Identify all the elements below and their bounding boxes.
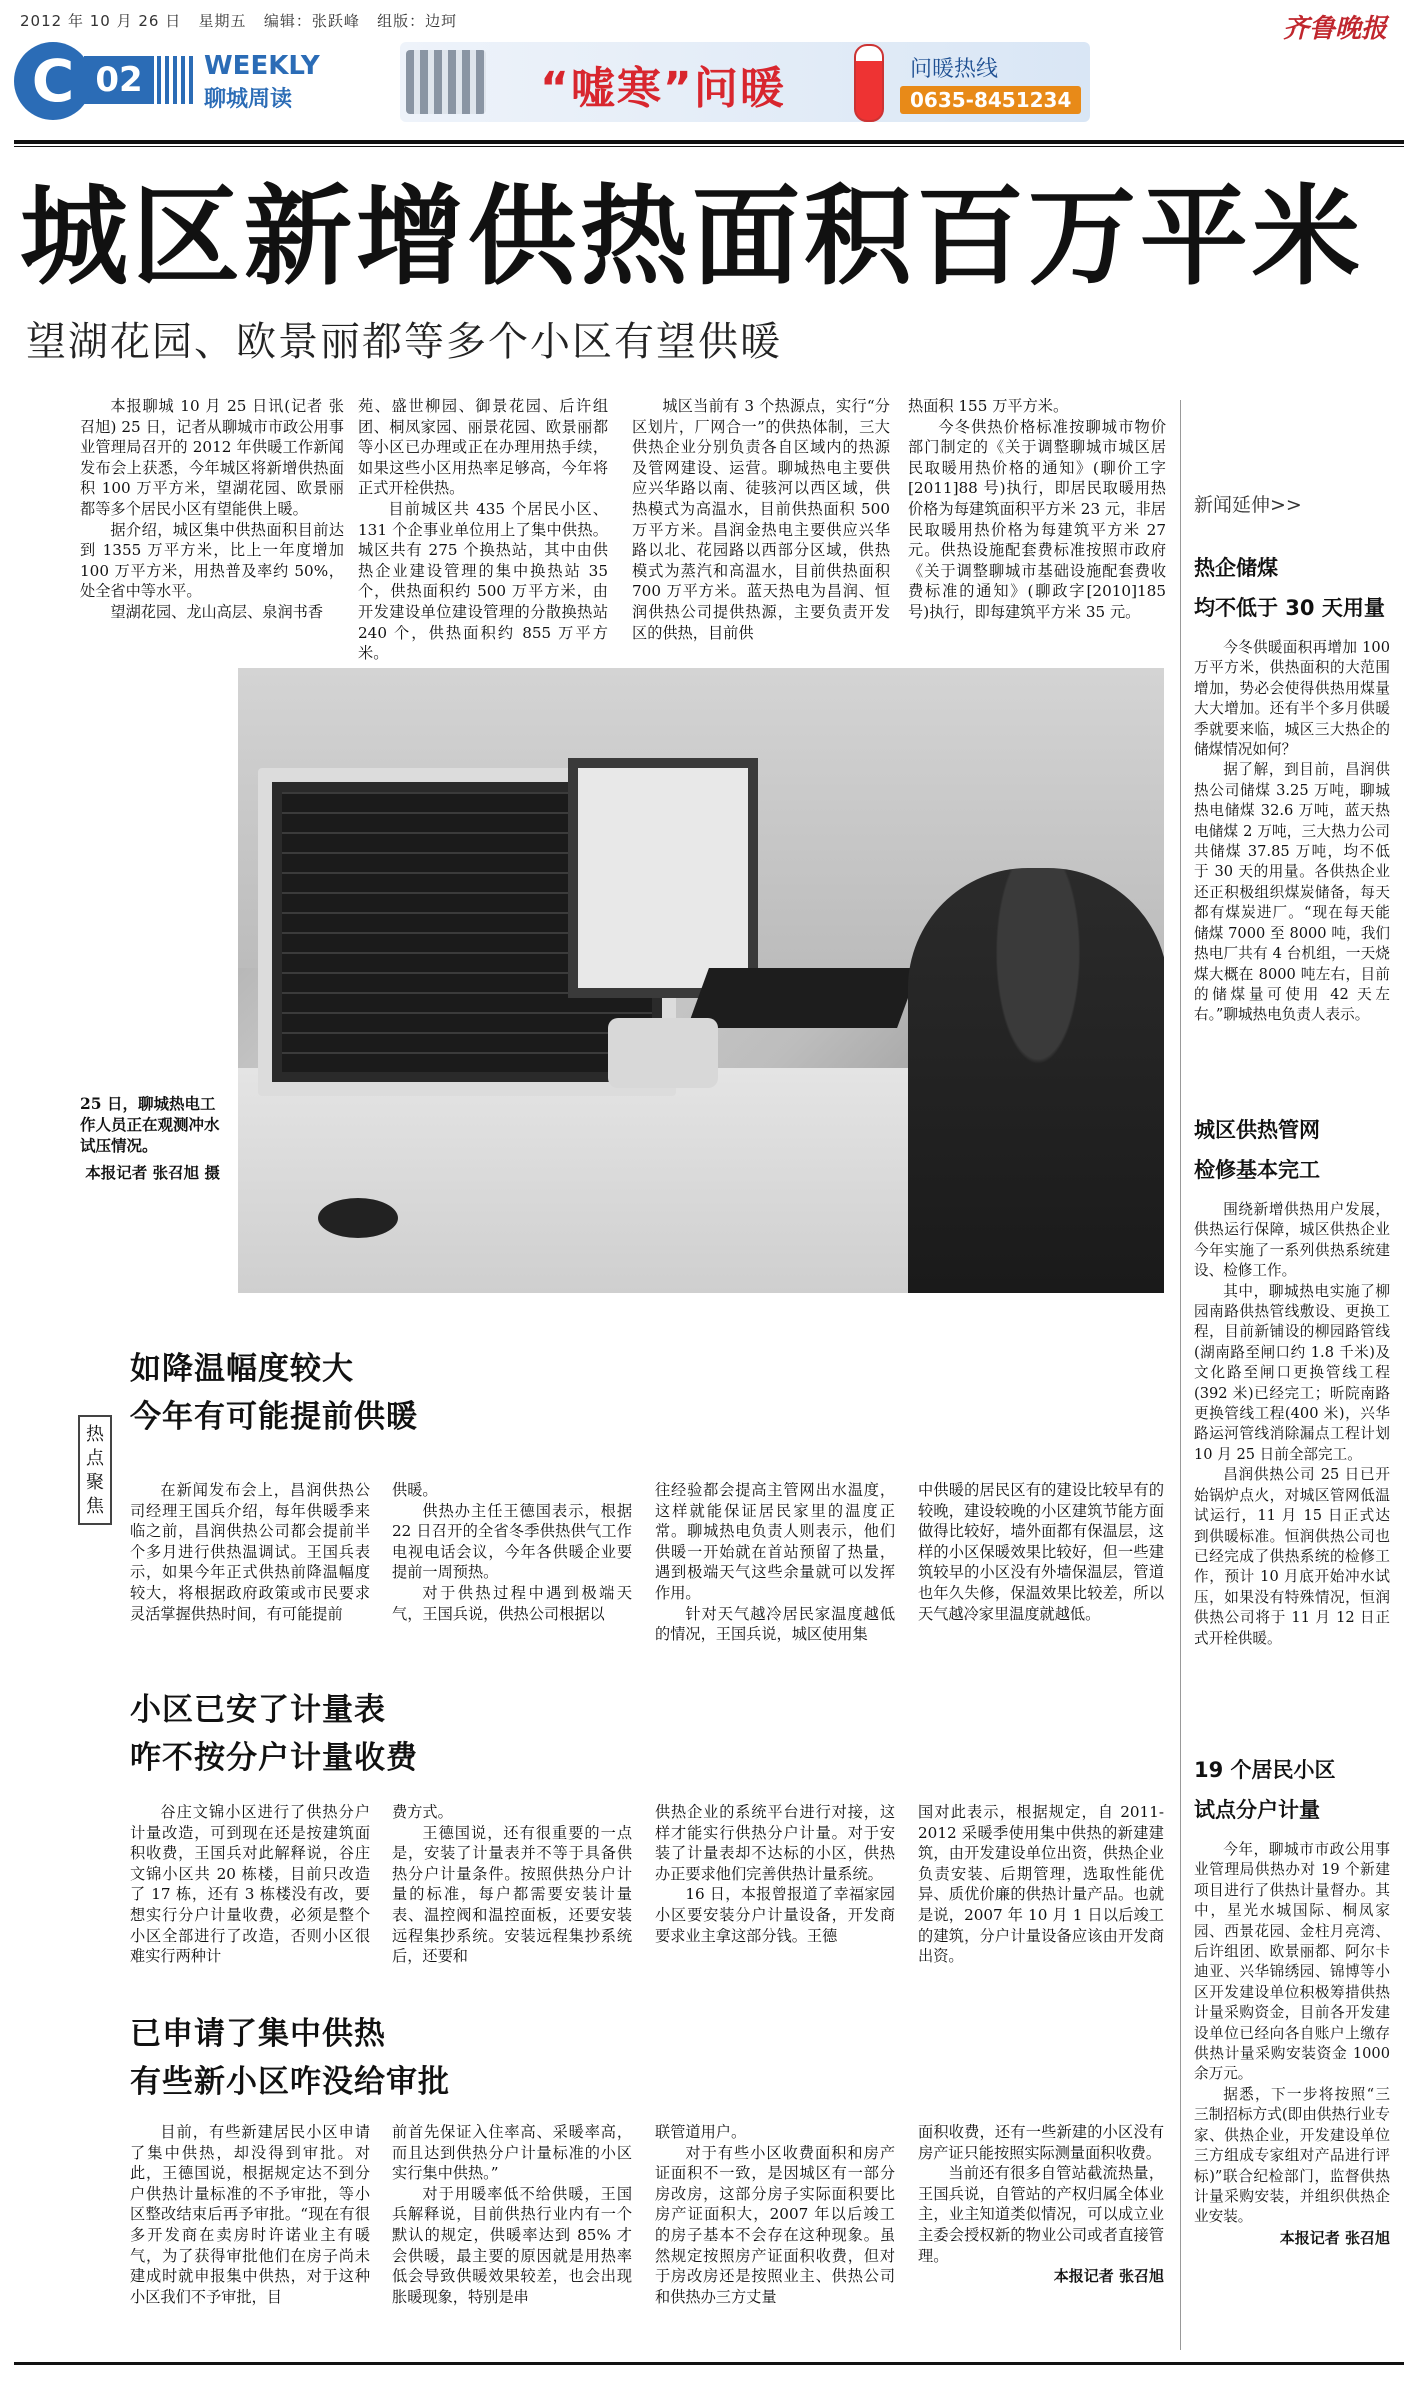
header-rule-thin [14, 146, 1404, 147]
sidebar-paragraph: 其中，聊城热电实施了柳园南路供热管线敷设、更换工程，目前新铺设的柳园路管线(湖南路至闸口约 1.8 千米)及文化路至闸口更换管线工程(392 米)已经完工；昕院南路更换管线工程(400 米)，兴华路运河管线消除漏点工程计划 10 月 25 日前全部完工。 [1194, 1282, 1390, 1463]
sidebar-heading [1194, 548, 1385, 628]
page-headline: 城区新增供热面积百万平米 [20, 175, 1365, 300]
section-title-line: 小区已安了计量表 [130, 1692, 386, 1728]
sidebar-title-line: 19 个居民小区 [1194, 1758, 1336, 1782]
banner-title: “嘘寒”问暖 [540, 63, 786, 114]
sidebar-title-line: 检修基本完工 [1194, 1158, 1320, 1182]
editor-credit: 编辑：张跃峰 [263, 12, 360, 30]
lead-paragraph: 今冬供热价格标准按聊城市物价部门制定的《关于调整聊城市城区居民取暖用热价格的通知》(聊价工字[2011]88 号)执行，即居民取暖用热价格为每建筑面积平方米 23 元，非居民取暖用热价格为每建筑平方米 27 元。供热设施配套费标准按照市政府《关于调整聊城市基础设施配套费收费标准的通知》(聊政字[2010]185 号)执行，即每建筑平方米 35 元。 [908, 417, 1166, 621]
lead-paragraph: 热面积 155 万平方米。 [908, 397, 1069, 415]
hotline-number: 0635-8451234 [900, 86, 1081, 114]
page-subheadline: 望湖花园、欧景丽都等多个小区有望供暖 [26, 319, 782, 365]
body-paragraph: 目前，有些新建居民小区申请了集中供热，却没得到审批。对此，王德国说，根据规定达不到分户供热计量标准的不予审批，等小区整改结束后再予审批。“现在有很多开发商在卖房时许诺业主有暖气，为了获得审批他们在房子尚未建成时就申报集中供热，对于这种小区我们不予审批，目 [130, 2123, 370, 2306]
section1-col-1 [130, 1480, 370, 1624]
body-paragraph: 针对天气越冷居民家温度越低的情况，王国兵说，城区使用集 [655, 1604, 895, 1644]
body-paragraph: 对于有些小区收费面积和房产证面积不一致，是因城区有一部分房改房，这部分房子实际面积要比房产证面积大，2007 年以后竣工的房子基本不会存在这种现象。虽然规定按照房产证面积收费，但对于房改房还是按照业主、供热公司和供热办三方丈量 [655, 2143, 895, 2306]
sidebar-item-body [1194, 638, 1390, 1026]
issue-meta [20, 10, 457, 31]
mouse-icon [318, 1198, 398, 1238]
section-tag [14, 42, 334, 120]
section3-col-1 [130, 2122, 370, 2307]
sidebar-heading [1194, 1750, 1336, 1830]
body-paragraph: 往经验都会提高主管网出水温度，这样就能保证居民家里的温度正常。聊城热电负责人则表示，他们供暖一开始就在首站预留了热量，遇到极端天气这些余量就可以发挥作用。 [655, 1481, 895, 1602]
lead-col-1 [80, 396, 344, 623]
section1-col-4 [918, 1480, 1164, 1624]
lead-paragraph: 苑、盛世柳园、御景花园、后许组团、桐凤家园、丽景花园、欧景丽都等小区已办理或正在办理用热手续，如果这些小区用热率足够高，今年将正式开栓供热。 [358, 397, 608, 498]
section-heading [130, 1345, 418, 1441]
monitor-icon [568, 758, 758, 998]
body-paragraph: 供热办主任王德国表示，根据 22 日召开的全省冬季供热供气工作电视电话会议，今年各供暖企业要提前一周预热。 [392, 1501, 632, 1582]
section2-col-3 [655, 1802, 895, 1946]
sidebar-divider [1180, 400, 1181, 2350]
paper-logo: 齐鲁晚报 [1282, 14, 1387, 44]
lead-col-4 [908, 396, 1166, 623]
body-paragraph: 对于供热过程中遇到极端天气，王国兵说，供热公司根据以 [392, 1583, 632, 1623]
page-number: 02 [84, 56, 154, 104]
sidebar-item-body [1194, 1200, 1390, 1649]
body-paragraph: 面积收费，还有一些新建的小区没有房产证只能按照实际测量面积收费。 [918, 2123, 1164, 2162]
focus-tag: 热点聚焦 [78, 1415, 112, 1525]
body-paragraph: 王德国说，还有很重要的一点是，安装了计量表并不等于具备供热分户计量条件。按照供热分户计量的标准，每户都需要安装计量表、温控阀和温控面板，还要安装远程集抄系统。安装远程集抄系统后，还要和 [392, 1823, 632, 1966]
section2-col-4 [918, 1802, 1164, 1967]
section1-col-3 [655, 1480, 895, 1645]
section-heading [130, 2010, 450, 2106]
news-photo [238, 668, 1164, 1293]
sidebar-title-line: 城区供热管网 [1194, 1118, 1320, 1142]
keyboard-icon [687, 968, 919, 1028]
sidebar-item-body [1194, 1840, 1390, 2248]
lead-paragraph: 望湖花园、龙山高层、泉润书香 [110, 602, 324, 621]
weekly-label: WEEKLY [204, 51, 320, 81]
body-paragraph: 当前还有很多自管站截流热量，王国兵说，自管站的产权归属全体业主，业主知道类似情况，可以成立业主委会授权新的物业公司或者直接管理。 [918, 2164, 1164, 2265]
sidebar-paragraph: 今冬供暖面积再增加 100 万平方米，供热面积的大范围增加，势必会使得供热用煤量大大增加。还有半个多月供暖季就要来临，城区三大热企的储煤情况如何？ [1194, 639, 1390, 759]
lead-paragraph: 本报聊城 10 月 25 日讯(记者 张召旭) 25 日，记者从聊城市市政公用事业管理局召开的 2012 年供暖工作新闻发布会上获悉，今年城区将新增供热面积 100 万平方米，望湖花园、欧景丽都等多个居民小区有望能供上暖。 [80, 397, 344, 518]
person-figure [908, 868, 1164, 1293]
sidebar-paragraph: 围绕新增供热用户发展，供热运行保障，城区供热企业今年实施了一系列供热系统建设、检修工作。 [1194, 1201, 1390, 1280]
section-title-line: 已申请了集中供热 [130, 2016, 386, 2052]
body-paragraph: 前首先保证入住率高、采暖率高，而且达到供热分户计量标准的小区实行集中供热。” [392, 2123, 632, 2183]
body-paragraph: 谷庄文锦小区进行了供热分户计量改造，可到现在还是按建筑面积收费，王国兵对此解释说，谷庄文锦小区共 20 栋楼，目前只改造了 17 栋，还有 3 栋楼没有改，要想实行分户计量收费，必须是整个小区全部进行了改造，否则小区很难实行两种计 [130, 1803, 370, 1966]
lead-col-3 [632, 396, 890, 643]
weekly-name: 聊城周读 [204, 87, 293, 112]
sidebar-paragraph: 据悉，下一步将按照“三三制招标方式(即由供热行业专家、供热企业，开发建设单位三方组成专家组对产品进行评标)”联合纪检部门，监督供热计量采购安装，并组织供热企业安装。 [1194, 2085, 1390, 2226]
stripe-decoration [157, 56, 197, 104]
sidebar-byline: 本报记者 张召旭 [1279, 2228, 1390, 2247]
body-paragraph: 对于用暖率低不给供暖，王国兵解释说，目前供热行业内有一个默认的规定，供暖率达到 85% 才会供暖，最主要的原因就是用热率低会导致供暖效果较差，也会出现胀暖现象，特别是串 [392, 2184, 632, 2306]
section-title-line: 咋不按分户计量收费 [130, 1740, 418, 1776]
sidebar-title-line: 均不低于 30 天用量 [1194, 596, 1385, 620]
hotline-label: 问暖热线 [910, 57, 999, 82]
section-title-line: 有些新小区咋没给审批 [130, 2064, 450, 2100]
news-extension-label: 新闻延伸>> [1194, 494, 1302, 516]
section-title-line: 今年有可能提前供暖 [130, 1399, 418, 1435]
sidebar-paragraph: 昌润供热公司 25 日已开始锅炉点火，对城区管网低温试运行，11 月 15 日正式达到供暖标准。恒润供热公司也已经完成了供热系统的检修工作，预计 10 月底开始冲水试压，如果没有特殊情况，恒润供热公司将于 11 月 12 日正式开栓供暖。 [1194, 1466, 1390, 1647]
photo-caption [80, 1093, 220, 1183]
column-banner [400, 42, 1090, 122]
body-paragraph: 国对此表示，根据规定，自 2011-2012 采暖季使用集中供热的新建建筑，由开发建设单位出资，供热企业负责安装、后期管理，选取性能优异、质优价廉的供热计量产品。也就是说，2007 年 10 月 1 日以后竣工的建筑，分户计量设备应该由开发商出资。 [918, 1803, 1164, 1966]
section-title-line: 如降温幅度较大 [130, 1351, 354, 1387]
issue-date: 2012 年 10 月 26 日 [20, 12, 182, 30]
body-paragraph: 在新闻发布会上，昌润供热公司经理王国兵介绍，每年供暖季来临之前，昌润供热公司都会提前半个多月进行供热温调试。王国兵表示，如果今年正式供热前降温幅度较大，将根据政府政策或市民要求灵活掌握供热时间，有可能提前 [130, 1481, 370, 1623]
sidebar-paragraph: 据了解，到目前，昌润供热公司储煤 3.25 万吨，聊城热电储煤 32.6 万吨，蓝天热电储煤 2 万吨，三大热力公司共储煤 37.85 万吨，均不低于 30 天的用量。各供热企业还正积极组织煤炭储备，每天都有煤炭进厂。“现在每天能储煤 7000 至 8000 吨，我们热电厂共有 4 台机组，一天烧煤大概在 8000 吨左右，目前的储煤量可使用 42 天左右。”聊城热电负责人表示。 [1194, 761, 1390, 1024]
sidebar-heading [1194, 1110, 1320, 1190]
sidebar-paragraph: 今年，聊城市市政公用事业管理局供热办对 19 个新建项目进行了供热计量督办。其中，星光水城国际、桐凤家园、西景花园、金柱月亮湾、后许组团、欧景丽都、阿尔卡迪亚、兴华锦绣园、锦博等小区开发建设单位积极筹措供热计量采购资金，目前各开发建设单位已经向各自账户上缴存供热计量采购安装资金 1000 余万元。 [1194, 1841, 1390, 2083]
section3-col-3 [655, 2122, 895, 2307]
header-rule [14, 140, 1404, 144]
body-paragraph: 16 日，本报曾报道了幸福家园小区要安装分户计量设备，开发商要求业主拿这部分钱。王德 [655, 1885, 895, 1945]
sidebar-title-line: 试点分户计量 [1194, 1798, 1320, 1822]
telephone-icon [608, 1018, 718, 1088]
radiator-icon [406, 50, 486, 114]
body-paragraph: 联管道用户。 [655, 2123, 747, 2141]
section1-col-2 [392, 1480, 632, 1624]
article-byline: 本报记者 张召旭 [1053, 2267, 1164, 2286]
body-paragraph: 供暖。 [392, 1481, 438, 1499]
section3-col-4 [918, 2122, 1164, 2287]
section3-col-2 [392, 2122, 632, 2307]
footer-rule [14, 2362, 1404, 2365]
issue-weekday: 星期五 [198, 12, 247, 30]
photo-credit: 本报记者 张召旭 摄 [85, 1163, 220, 1182]
section-letter: C [14, 42, 92, 120]
layout-credit: 组版：边珂 [377, 12, 458, 30]
body-paragraph: 费方式。 [392, 1803, 453, 1821]
section2-col-2 [392, 1802, 632, 1967]
lead-paragraph: 城区当前有 3 个热源点，实行“分区划片，厂网合一”的供热体制，三大供热企业分别负责各自区域内的热源及管网建设、运营。聊城热电主要供应兴华路以南、徒骇河以西区域，供热模式为高温水，目前供热面积 500 万平方米。昌润金热电主要供应兴华路以北、花园路以西部分区域，供热模式为蒸汽和高温水，目前供热面积 700 万平方米。蓝天热电为昌润、恒润供热公司提供热源，主要负责开发区的供热，目前供 [632, 397, 890, 642]
section2-col-1 [130, 1802, 370, 1967]
section-heading [130, 1686, 418, 1782]
photo-caption-text: 25 日，聊城热电工作人员正在观测冲水试压情况。 [80, 1094, 220, 1155]
lead-col-2 [358, 396, 608, 664]
lead-paragraph: 据介绍，城区集中供热面积目前达到 1355 万平方米，比上一年度增加 100 万平方米，用热普及率约 50%，处全省中等水平。 [80, 520, 344, 601]
lead-paragraph: 目前城区共 435 个居民小区、131 个企事业单位用上了集中供热。城区共有 275 个换热站，其中由供热企业建设管理的集中换热站 35 个，供热面积约 500 万平方米，由开发建设单位建设管理的分散换热站 240 个，供热面积约 855 万平方米。 [358, 499, 608, 663]
body-paragraph: 中供暖的居民区有的建设比较早有的较晚，建设较晚的小区建筑节能方面做得比较好，墙外面都有保温层，这样的小区保暖效果比较好，但一些建筑较早的小区没有外墙保温层，管道也年久失修，保温效果比较差，所以天气越冷家里温度就越低。 [918, 1481, 1164, 1623]
body-paragraph: 供热企业的系统平台进行对接，这样才能实行供热分户计量。对于安装了计量表却不达标的小区，供热办正要求他们完善供热计量系统。 [655, 1803, 895, 1883]
sidebar-title-line: 热企储煤 [1194, 556, 1278, 580]
thermometer-icon [854, 44, 884, 122]
